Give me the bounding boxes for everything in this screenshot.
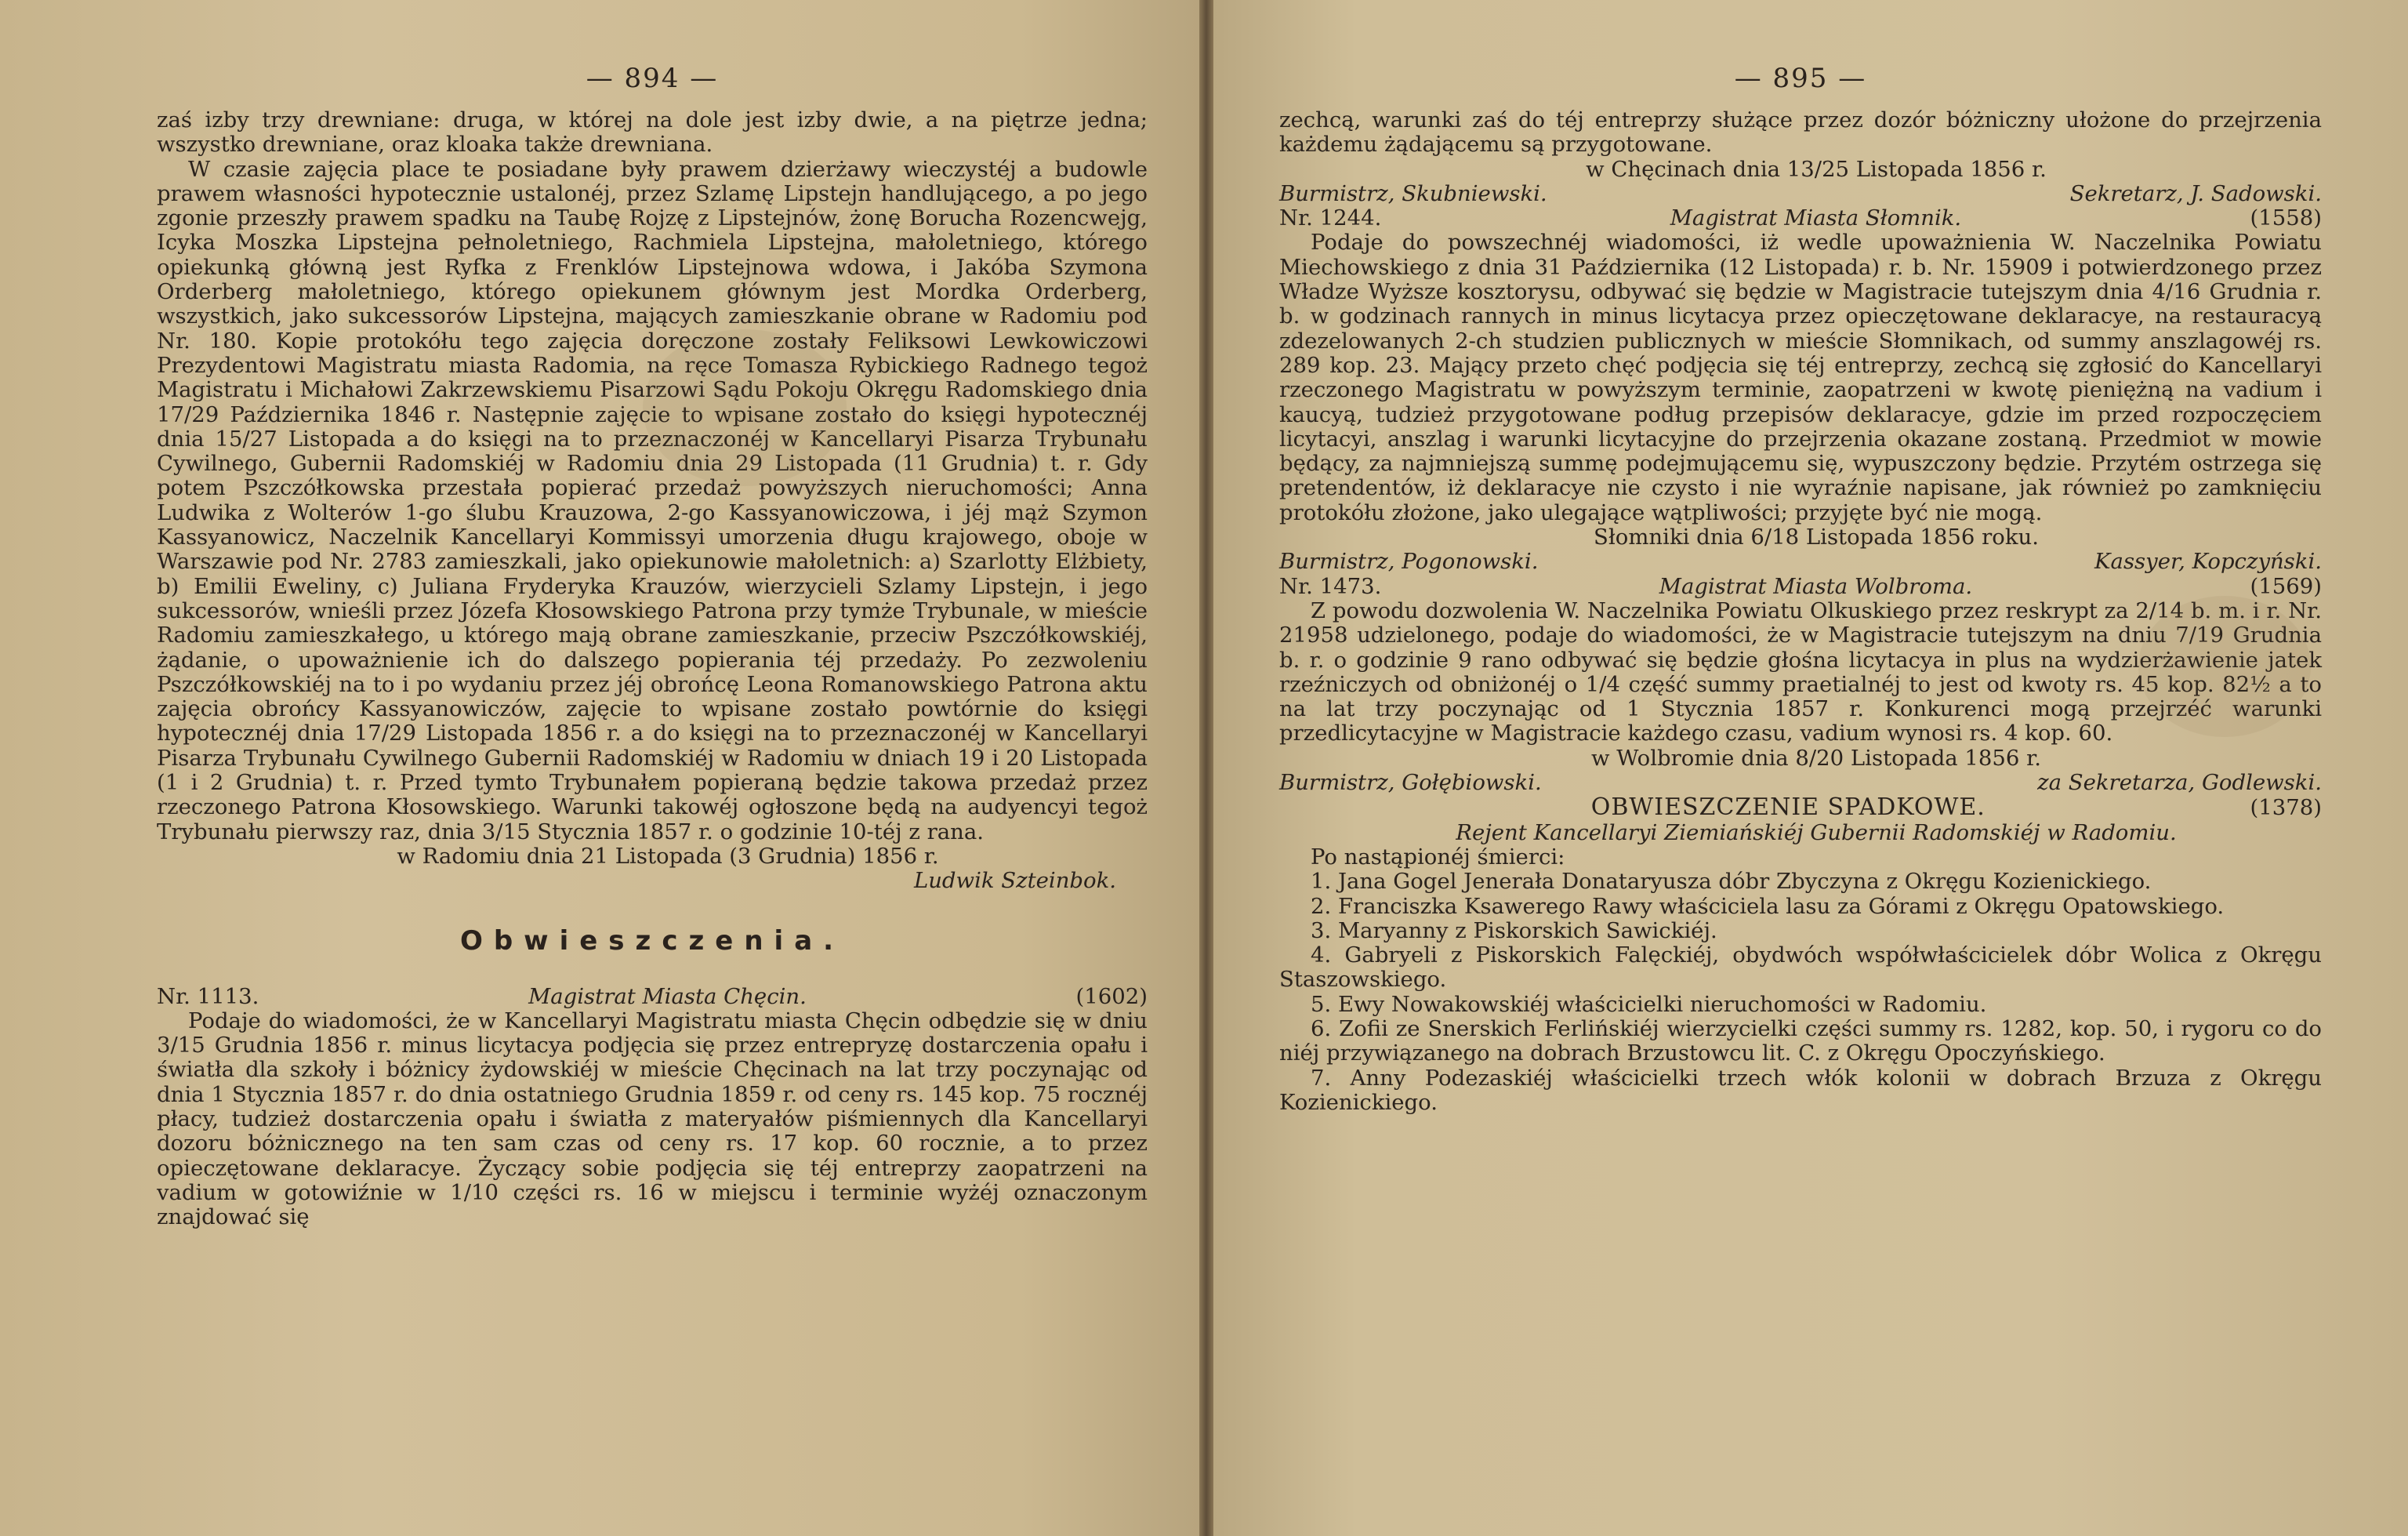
- notice-ref: (1558): [2250, 205, 2322, 231]
- left-page-text: [157, 108, 1148, 894]
- notice-number: Nr. 1473.: [1279, 573, 1382, 599]
- list-item: 3. Maryanny z Piskorskich Sawickiéj.: [1311, 917, 1717, 943]
- notice-number: Nr. 1244.: [1279, 205, 1382, 231]
- notice-header: [1279, 206, 2322, 231]
- notice-title: OBWIESZCZENIE SPADKOWE.: [1590, 793, 1986, 822]
- list-item: 1. Jana Gogel Jenerała Donataryusza dóbr Zbyczyna z Okręgu Kozienickiego.: [1311, 869, 2152, 895]
- page-number-left: — 894 —: [586, 63, 719, 94]
- notice-issuer: Magistrat Miasta Chęcin.: [528, 983, 807, 1009]
- list-item: 6. Zofii ze Snerskich Ferlińskiéj wierzycielki części summy rs. 1282, kop. 50, i rygoru co do niéj przywiązanego na dobrach Brzustowcu lit. C. z Okręgu Opoczyńskiego.: [1279, 1015, 2322, 1066]
- list-item: 2. Franciszka Ksawerego Rawy właściciela lasu za Górami z Okręgu Opatowskiego.: [1311, 893, 2225, 919]
- paragraph: zaś izby trzy drewniane: druga, w której na dole jest izby dwie, a na piętrze jedna; wszystko drewniane, oraz kloaka także drewniana.: [157, 107, 1148, 158]
- place-date: w Radomiu dnia 21 Listopada (3 Grudnia) 1856 r.: [397, 843, 939, 869]
- notice-text: Z powodu dozwolenia W. Naczelnika Powiatu Olkuskiego przez reskrypt za 2/14 b. m. i r. Nr. 21958 udzielonego, podaje do wiadomości, że w Magistracie tutejszym na dniu 7/19 Grudnia b. r. o godzinie 9 rano odbywać się będzie głośna licytacya in plus na wydzierżawienie jatek rzeźniczych od obniżonéj o 1/4 część summy praetialnéj to jest od kwoty rs. 45 kop. 82½ a to na lat trzy poczynając od 1 Stycznia 1857 r. Konkurenci mogą przejrzéć warunki przedlicytacyjne w Magistracie każdego czasu, vadium wynosi rs. 4 kop. 60.: [1279, 597, 2322, 746]
- deceased-list: [1279, 870, 2322, 1115]
- notice-text: Podaje do wiadomości, że w Kancellaryi Magistratu miasta Chęcin odbędzie się w dniu 3/15 Grudnia 1856 r. minus licytacya podjęcia się przez entrepryzę dostarczenia opału i światła dla szkoły i bóżnicy żydowskiéj w mieście Chęcinach na lat trzy poczynając od dnia 1 Stycznia 1857 r. do dnia ostatniego Grudnia 1859 r. od ceny rs. 145 kop. 75 rocznéj płacy, tudzież dostarczenia opału i światła z materyałów piśmiennych dla Kancellaryi dozoru bóżnicznego na ten sam czas od ceny rs. 17 kop. 60 rocznie, a to przez opieczętowane deklaracye. Życzący sobie podjęcia się téj entreprzy zaopatrzeni na vadium w gotowiźnie w 1/10 części rs. 16 w miejscu i terminie wyżéj oznaczonym znajdować się: [157, 1008, 1148, 1230]
- right-page: [1213, 0, 2408, 1536]
- notice-text: Podaje do powszechnéj wiadomości, iż wedle upoważnienia W. Naczelnika Powiatu Miechowskiego z dnia 31 Października (12 Listopada) r. b. Nr. 15909 i potwierdzonego przez Władze Wyższe kosztorysu, odbywać się będzie w Magistracie tutejszym dnia 4/16 Grudnia r. b. w godzinach rannych in minus licytacya przez opieczętowane deklaracye, na restauracyą zdezelowanych 2-ch studzien publicznych w mieście Słomnikach, od summy anszlagowéj rs. 289 kop. 23. Mający przeto chęć podjęcia się téj entreprzy, zechcą się zgłosić do Kancellaryi rzeczonego Magistratu w powyższym terminie, zaopatrzeni w kwotę pieniężną na vadium i kaucyą, tudzież przygotowane podług przepisów deklaracye, gdzie im przed rozpoczęciem licytacyi, anszlag i warunki licytacyjne do przejrzenia okazane zostaną. Przedmiot w mowie będący, za najmniejszą summę podejmującemu się, wypuszczony będzie. Przytém ostrzega się pretendentów, iż deklaracye nie czysto i nie wyraźnie napisane, jak również po zamknięciu protokółu złożone, jako ulegające wątpliwości; przyjęte być nie mogą.: [1279, 230, 2322, 525]
- left-page: [0, 0, 1199, 1536]
- signature: Burmistrz, Pogonowski.: [1279, 549, 1539, 575]
- paragraph: W czasie zajęcia place te posiadane były prawem dzierżawy wieczystéj a budowle prawem własności hypotecznie ustalonéj, przez Szlamę Lipstejn handlującego, a po jego zgonie przeszły prawem spadku na Taubę Rojzę z Lipstejnów, żonę Borucha Rozencwejg, Icyka Moszka Lipstejna pełnoletniego, Rachmiela Lipstejna, małoletniego, którego opiekunką główną jest Ryfka z Frenklów Lipstejnowa wdowa, i Jakóba Szymona Orderberg małoletniego, którego opiekunem głównym jest Mordka Orderberg, wszystkich, jako sukcessorów Lipstejna, mających zamieszkanie obrane w Radomiu pod Nr. 180. Kopie protokółu tego zajęcia doręczone zostały Feliksowi Lewkowiczowi Prezydentowi Magistratu miasta Radomia, na ręce Tomasza Rybickiego Radnego tegoż Magistratu i Michałowi Zakrzewskiemu Pisarzowi Sądu Pokoju Okręgu Radomskiego dnia 17/29 Października 1846 r. Następnie zajęcie to wpisane zostało do księgi hypotecznéj dnia 15/27 Listopada a do księgi na to przeznaczonéj w Kancellaryi Pisarza Trybunału Cywilnego, Gubernii Radomskiéj w Radomiu dnia 29 Listopada (11 Grudnia) t. r. Gdy potem Pszczółkowska przestała popierać przedaż powyższych nieruchomości; Anna Ludwika z Wolterów 1-go ślubu Krauzowa, 2-go Kassyanowiczowa, i jéj mąż Szymon Kassyanowicz, Naczelnik Kancellaryi Kommissyi umorzenia długu krajowego, oboje w Warszawie pod Nr. 2783 zamieszkali, jako opiekunowie małoletnich: a) Szarlotty Elżbiety, b) Emilii Eweliny, c) Juliana Fryderyka Krauzów, wierzycieli Szlamy Lipstejn, i jego sukcessorów, wnieśli przez Józefa Kłosowskiego Patrona przy tymże Trybunale, w mieście Radomiu zamieszkałego, u którego mają obrane zamieszkanie, przeciw Pszczółkowskiéj, żądanie, o upoważnienie ich do dalszego popierania téj przedaży. Po zezwoleniu Pszczółkowskiéj na to i po wydaniu przez jéj obrońcę Leona Romanowskiego Patrona aktu zajęcia obrońcy Kassyanowiczów, zajęcie to wpisane zostało powtórnie do księgi hypotecznéj dnia 17/29 Listopada 1856 r. a do księgi na to przeznaczonéj w Kancellaryi Pisarza Trybunału Cywilnego Gubernii Radomskiéj w Radomiu w dniach 19 i 20 Listopada (1 i 2 Grudnia) t. r. Przed tymto Trybunałem popieraną będzie takowa przedaż przez rzeczonego Patrona Kłosowskiego. Warunki takowéj ogłoszone będą na audyencyi tegoż Trybunału pierwszy raz, dnia 3/15 Stycznia 1857 r. o godzinie 10-téj z rana.: [157, 156, 1148, 844]
- page-number-right: — 895 —: [1734, 63, 1867, 94]
- paragraph: zechcą, warunki zaś do téj entreprzy służące przez dozór bóżniczny ułożone do przejrzenia każdemu żądającemu są przygotowane.: [1279, 107, 2322, 158]
- list-item: 4. Gabryeli z Piskorskich Falęckiéj, obydwóch współwłaścicielek dóbr Wolica z Okręgu Staszowskiego.: [1279, 942, 2322, 993]
- place-date: Słomniki dnia 6/18 Listopada 1856 roku.: [1594, 525, 2039, 550]
- signature: Burmistrz, Gołębiowski.: [1279, 770, 1542, 796]
- notice-header: [1279, 575, 2322, 599]
- signature: Kassyer, Kopczyński.: [2094, 549, 2322, 575]
- notice-ref: (1602): [1075, 983, 1148, 1009]
- list-item: 7. Anny Podezaskiéj właścicielki trzech włók kolonii w dobrach Brzuza z Okręgu Kozienickiego.: [1279, 1065, 2322, 1115]
- notice-header: [1279, 795, 2322, 820]
- list-item: 5. Ewy Nowakowskiéj właścicielki nieruchomości w Radomiu.: [1311, 991, 1987, 1017]
- signature: Burmistrz, Skubniewski.: [1279, 180, 1547, 206]
- signatures: [1279, 182, 2322, 206]
- notice-1113: [157, 985, 1148, 1230]
- notice-issuer: Magistrat Miasta Słomnik.: [1670, 205, 1962, 231]
- section-heading: Obwieszczenia.: [459, 924, 845, 957]
- notice-number: Nr. 1113.: [157, 983, 259, 1009]
- signature: Ludwik Szteinbok.: [913, 868, 1116, 894]
- signatures: [1279, 771, 2322, 795]
- place-date: w Wolbromie dnia 8/20 Listopada 1856 r.: [1590, 745, 2042, 771]
- book-gutter: [1199, 0, 1213, 1536]
- signatures: [1279, 550, 2322, 574]
- notice-ref: (1569): [2250, 573, 2322, 599]
- place-date: w Chęcinach dnia 13/25 Listopada 1856 r.: [1586, 156, 2047, 182]
- notice-issuer: Rejent Kancellaryi Ziemiańskiéj Gubernii Radomskiéj w Radomiu.: [1456, 819, 2177, 845]
- signature: Sekretarz, J. Sadowski.: [2069, 180, 2322, 206]
- notice-intro: Po nastąpionéj śmierci:: [1311, 844, 1565, 870]
- notice-ref: (1378): [2250, 795, 2322, 821]
- right-page-text: [1279, 108, 2322, 1115]
- notice-issuer: Magistrat Miasta Wolbroma.: [1659, 573, 1973, 599]
- signature: za Sekretarza, Godlewski.: [2037, 770, 2322, 796]
- notice-header: [157, 985, 1148, 1009]
